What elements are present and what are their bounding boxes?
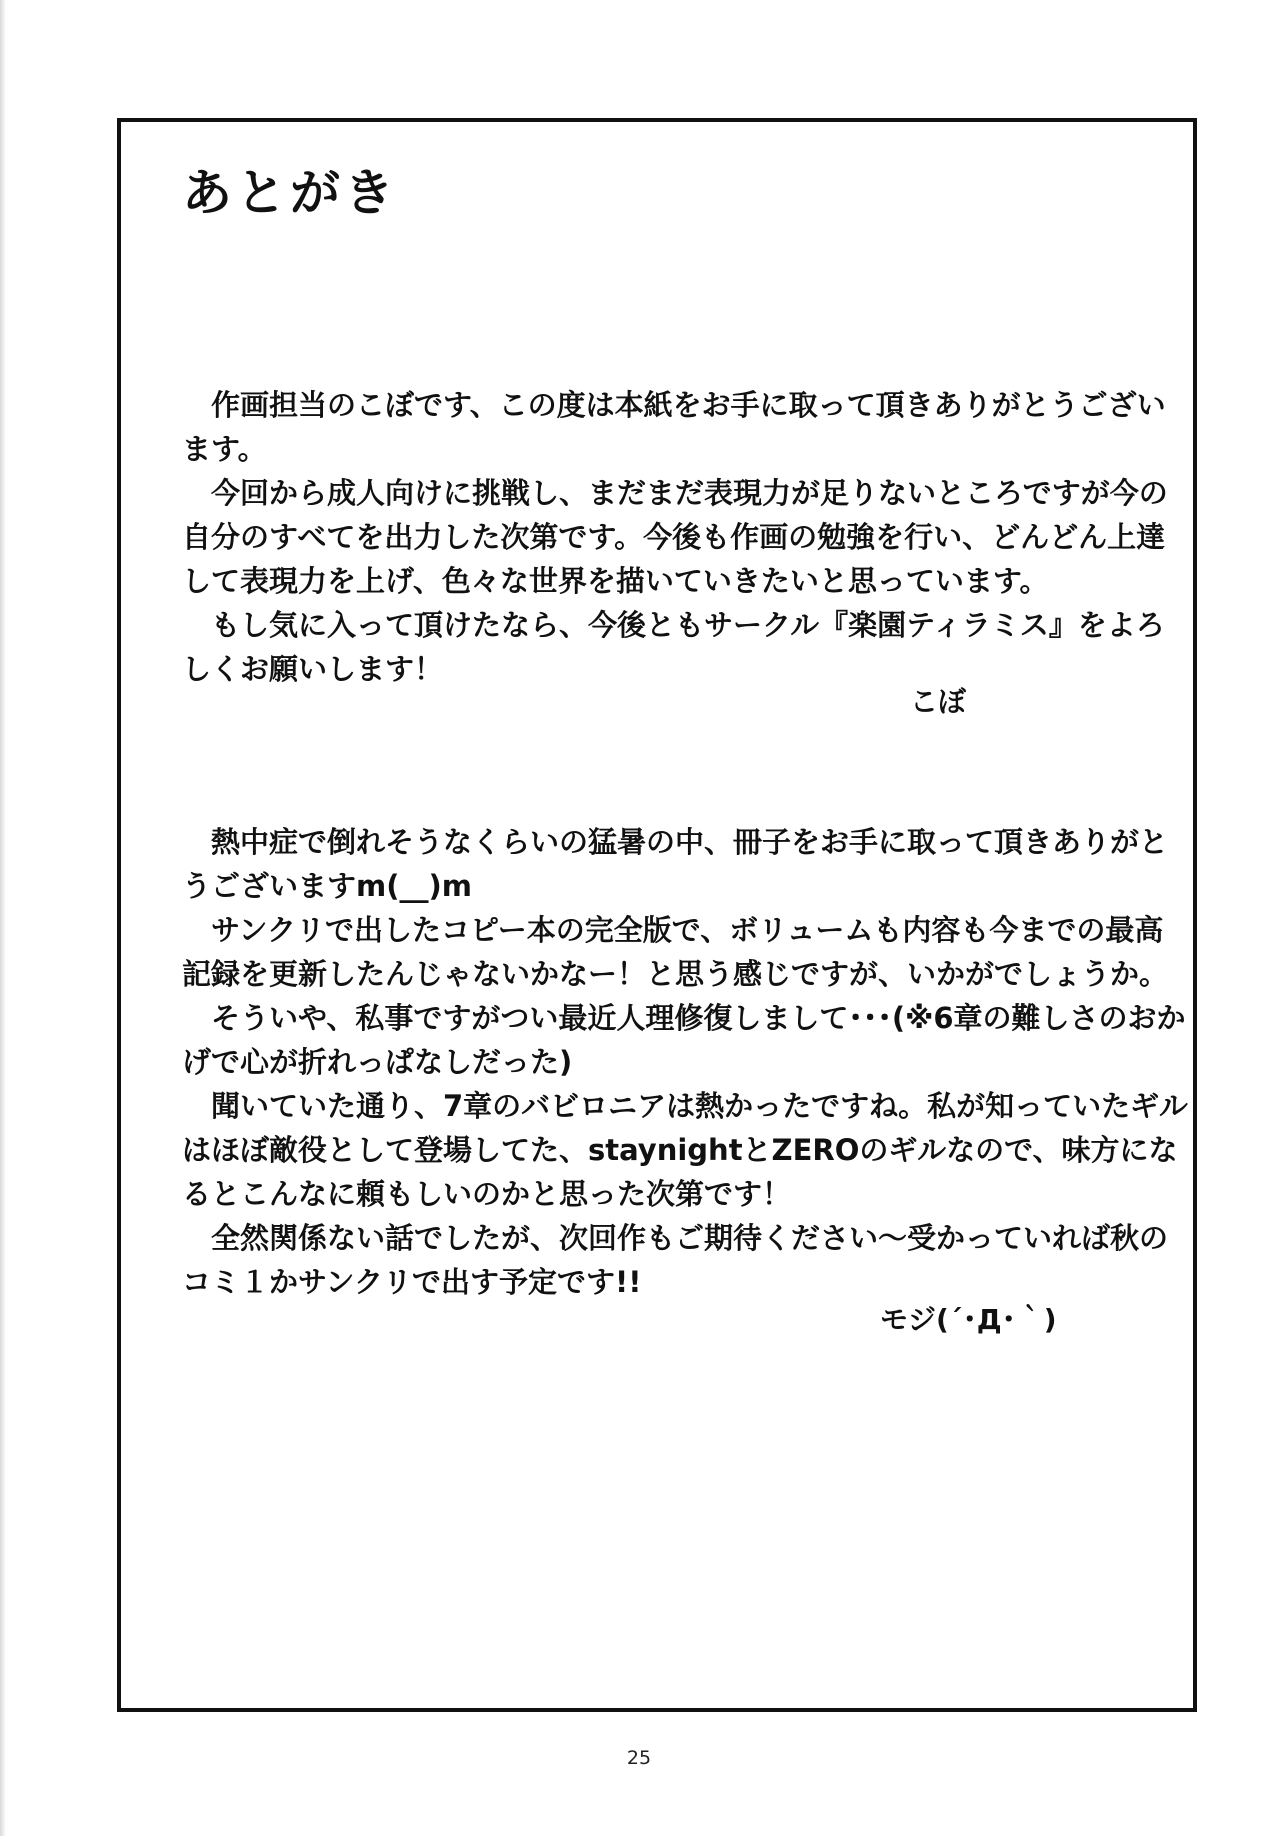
paragraph: そういや、私事ですがつい最近人理修復しまして･･･(※6章の難しさのおかげで心が折れっぱなしだった) (182, 1001, 1186, 1079)
paragraph: もし気に入って頂けたなら、今後ともサークル『楽園ティラミス』をよろしくお願いします！ (182, 608, 1165, 686)
paragraph: 熱中症で倒れそうなくらいの猛暑の中、冊子をお手に取って頂きありがとうございますm(__)m (182, 825, 1169, 903)
signature-kobo: こぼ (910, 685, 967, 718)
paragraph: サンクリで出したコピー本の完全版で、ボリュームも内容も今までの最高記録を更新したんじゃないかなー！と思う感じですが、いかがでしょうか。 (182, 913, 1169, 991)
page-number: 25 (626, 1747, 652, 1769)
page-edge-shadow (0, 0, 6, 1836)
page-title: あとがき (182, 164, 398, 222)
afterword-section-moji (182, 820, 1192, 1304)
afterword-section-kobo (182, 383, 1192, 691)
signature-moji: モジ(´･Д･｀) (880, 1303, 1057, 1336)
paragraph: 聞いていた通り、7章のバビロニアは熱かったですね。私が知っていたギルはほぼ敵役として登場してた、staynightとZEROのギルなので、味方になるとこんなに頼もしいのかと思った次第です！ (182, 1089, 1188, 1211)
paragraph: 作画担当のこぼです、この度は本紙をお手に取って頂きありがとうございます。 (182, 388, 1166, 466)
paragraph: 今回から成人向けに挑戦し、まだまだ表現力が足りないところですが今の自分のすべてを出力した次第です。今後も作画の勉強を行い、どんどん上達して表現力を上げ、色々な世界を描いていきたいと思っています。 (182, 476, 1168, 598)
paragraph: 全然関係ない話でしたが、次回作もご期待ください～受かっていれば秋のコミ１かサンクリで出す予定です!! (182, 1221, 1169, 1299)
